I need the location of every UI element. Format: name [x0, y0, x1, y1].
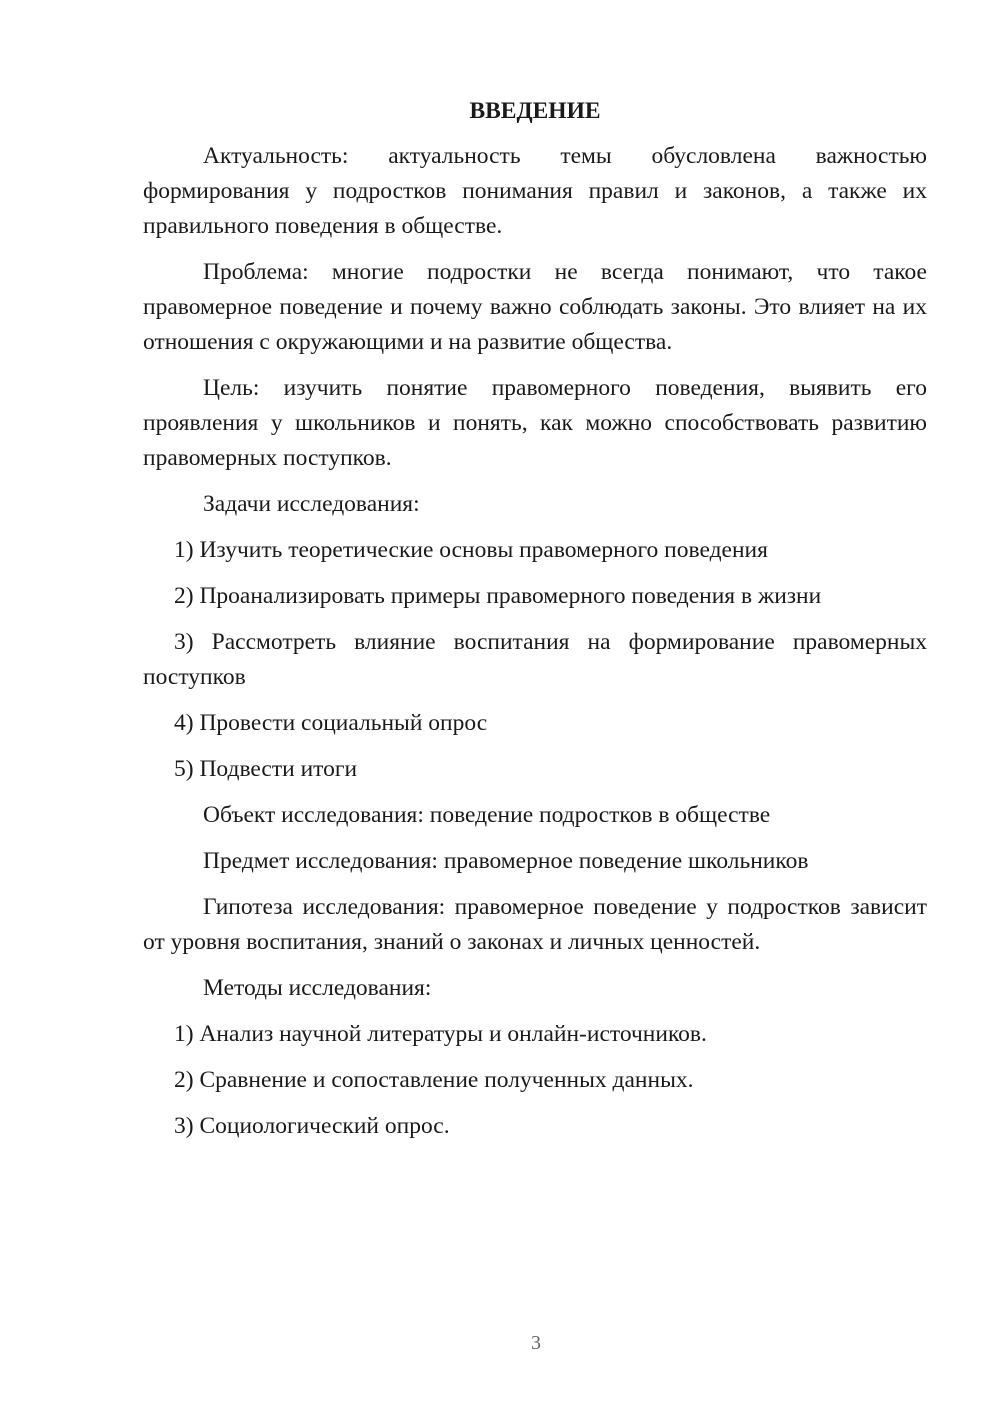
method-item-2: 2) Сравнение и сопоставление полученных данных.	[174, 1067, 694, 1093]
tasks-heading: Задачи исследования:	[203, 491, 420, 517]
problem-paragraph: Проблема: многие подростки не всегда понимают, что такое правомерное поведение и почему важно соблюдать законы. Это влияет на их отношения с окружающими и на развитие общества.	[143, 259, 927, 355]
research-subject: Предмет исследования: правомерное поведение школьников	[203, 848, 809, 874]
method-item-3: 3) Социологический опрос.	[174, 1113, 450, 1139]
method-item-1: 1) Анализ научной литературы и онлайн-источников.	[174, 1021, 707, 1047]
task-item-3: 3) Рассмотреть влияние воспитания на формирование правомерных поступков	[143, 629, 927, 690]
research-hypothesis: Гипотеза исследования: правомерное поведение у подростков зависит от уровня воспитания, знаний о законах и личных ценностей.	[143, 894, 927, 955]
relevance-paragraph: Актуальность: актуальность темы обусловлена важностью формирования у подростков понимания правил и законов, а также их правильного поведения в обществе.	[143, 143, 927, 239]
research-object: Объект исследования: поведение подростков в обществе	[203, 802, 771, 828]
methods-heading: Методы исследования:	[203, 975, 432, 1001]
task-item-1: 1) Изучить теоретические основы правомерного поведения	[174, 537, 768, 563]
page-number: 3	[531, 1332, 541, 1354]
page-title: ВВЕДЕНИЕ	[469, 98, 601, 124]
task-item-4: 4) Провести социальный опрос	[174, 710, 488, 736]
page-content	[143, 94, 927, 1155]
goal-paragraph: Цель: изучить понятие правомерного поведения, выявить его проявления у школьников и понять, как можно способствовать развитию правомерных поступков.	[143, 375, 927, 471]
task-item-2: 2) Проанализировать примеры правомерного поведения в жизни	[174, 583, 822, 609]
task-item-5: 5) Подвести итоги	[174, 756, 358, 782]
